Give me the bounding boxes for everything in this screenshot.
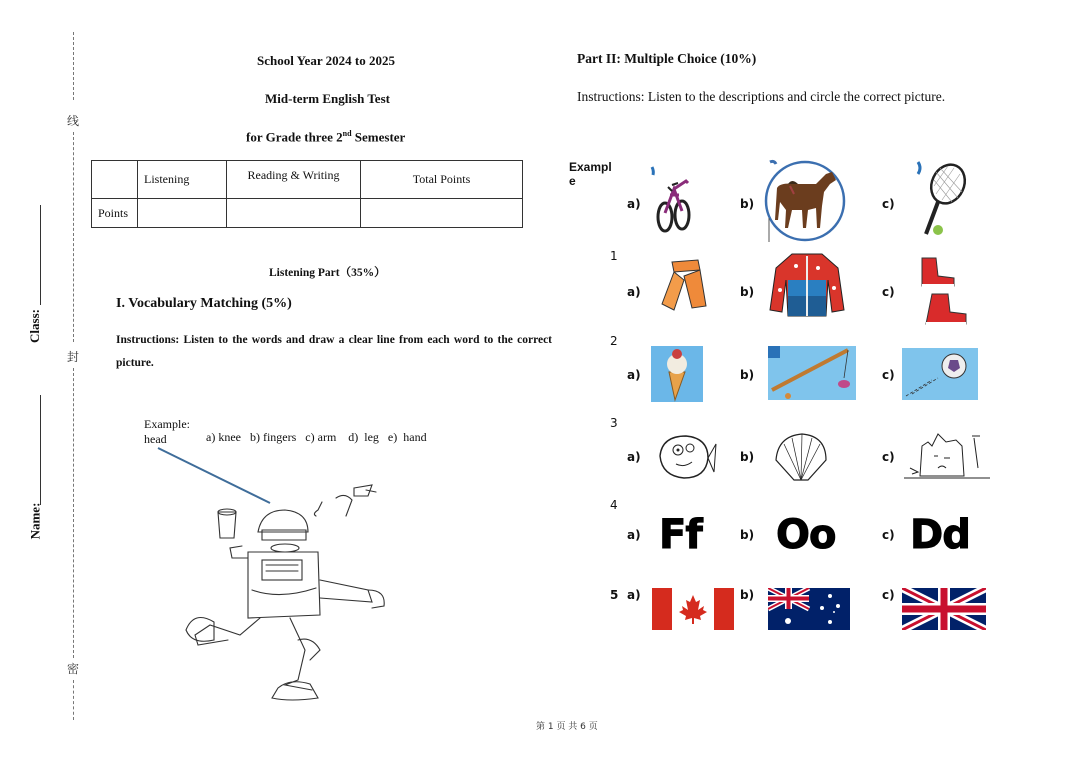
q3-option-a[interactable]: a) <box>627 450 641 464</box>
binding-dash-line <box>73 132 74 342</box>
class-underline <box>40 205 41 305</box>
score-total-cell[interactable] <box>361 199 523 228</box>
grade-prefix: for Grade three 2 <box>246 129 343 145</box>
jacket-picture[interactable] <box>768 250 846 322</box>
grade-suffix: Semester <box>351 129 406 145</box>
example-option-a[interactable]: a) <box>627 197 641 211</box>
row-number-5: 5 <box>610 588 619 602</box>
q5-option-b[interactable]: b) <box>740 588 755 602</box>
score-listening-cell[interactable] <box>138 199 227 228</box>
class-label: Class: <box>26 309 42 343</box>
score-header-listening: Listening <box>138 161 227 199</box>
name-underline <box>40 395 41 505</box>
binding-dash-line <box>73 680 74 720</box>
example-label: Example: <box>144 417 190 431</box>
letter-dd[interactable]: Dd <box>910 512 970 558</box>
q4-option-a[interactable]: a) <box>627 528 641 542</box>
example-row-label: Exampl e <box>569 160 612 188</box>
binding-dash-line <box>73 32 74 100</box>
sandcastle-drawing[interactable] <box>904 428 990 482</box>
example-option-b[interactable]: b) <box>740 197 755 211</box>
binding-dash-line <box>73 368 74 658</box>
q2-option-c[interactable]: c) <box>882 368 895 382</box>
robot-sketch <box>140 440 470 710</box>
row-number-1: 1 <box>610 249 618 263</box>
part2-instructions: Instructions: Listen to the descriptions and circle the correct picture. <box>577 89 946 104</box>
score-header-total: Total Points <box>361 161 523 199</box>
football-picture[interactable] <box>902 348 978 400</box>
bicycle-picture[interactable] <box>648 165 696 237</box>
word-list: a) knee b) fingers c) arm d) leg e) hand <box>206 430 427 444</box>
example-match-line <box>158 448 270 503</box>
q3-option-b[interactable]: b) <box>740 450 755 464</box>
q5-option-a[interactable]: a) <box>627 588 641 602</box>
fishing-rod-picture[interactable] <box>768 346 856 400</box>
grade-sup: nd <box>342 129 352 138</box>
q5-option-c[interactable]: c) <box>882 588 895 602</box>
seal-char-mi: 密 <box>66 662 79 676</box>
q2-option-a[interactable]: a) <box>627 368 641 382</box>
seal-char-xian: 线 <box>66 114 79 128</box>
example-option-c[interactable]: c) <box>882 197 895 211</box>
q1-option-a[interactable]: a) <box>627 285 641 299</box>
q4-option-c[interactable]: c) <box>882 528 895 542</box>
seal-char-feng: 封 <box>66 350 79 364</box>
row-number-4: 4 <box>610 498 618 512</box>
canada-flag[interactable] <box>652 588 734 630</box>
fish-drawing[interactable] <box>654 428 718 484</box>
row-number-3: 3 <box>610 416 618 430</box>
score-table <box>91 160 523 228</box>
trousers-picture[interactable] <box>654 258 712 314</box>
name-label: Name: <box>27 502 43 540</box>
letter-oo[interactable]: Oo <box>776 512 836 558</box>
letter-ff[interactable]: Ff <box>659 512 702 558</box>
grade-line <box>246 129 405 145</box>
school-year: School Year 2024 to 2025 <box>257 53 395 68</box>
section1-instructions: Instructions: Listen to the words and draw a clear line from each word to the correct picture. <box>116 334 552 369</box>
row-number-2: 2 <box>610 334 618 348</box>
australia-flag[interactable] <box>768 588 850 630</box>
q3-option-c[interactable]: c) <box>882 450 895 464</box>
q1-option-c[interactable]: c) <box>882 285 895 299</box>
uk-flag[interactable] <box>902 588 986 630</box>
horse-picture[interactable] <box>762 158 848 244</box>
listening-part-title: Listening Part（35%） <box>269 267 386 279</box>
page-indicator: 第 1 页 共 6 页 <box>536 722 598 732</box>
q2-option-b[interactable]: b) <box>740 368 755 382</box>
score-reading-writing-cell[interactable] <box>227 199 361 228</box>
q1-option-b[interactable]: b) <box>740 285 755 299</box>
test-title: Mid-term English Test <box>265 91 390 106</box>
score-row-label: Points <box>92 199 138 228</box>
score-header-reading-writing: Reading & Writing <box>227 161 361 199</box>
example-word: head <box>144 432 167 446</box>
ice-cream-picture[interactable] <box>651 346 703 402</box>
tennis-racket-picture[interactable] <box>914 160 968 240</box>
score-table-corner <box>92 161 138 199</box>
section1-title: I. Vocabulary Matching (5%) <box>116 296 292 311</box>
boots-picture[interactable] <box>916 254 970 328</box>
q4-option-b[interactable]: b) <box>740 528 755 542</box>
shell-drawing[interactable] <box>772 430 830 484</box>
part2-title: Part II: Multiple Choice (10%) <box>577 51 757 66</box>
